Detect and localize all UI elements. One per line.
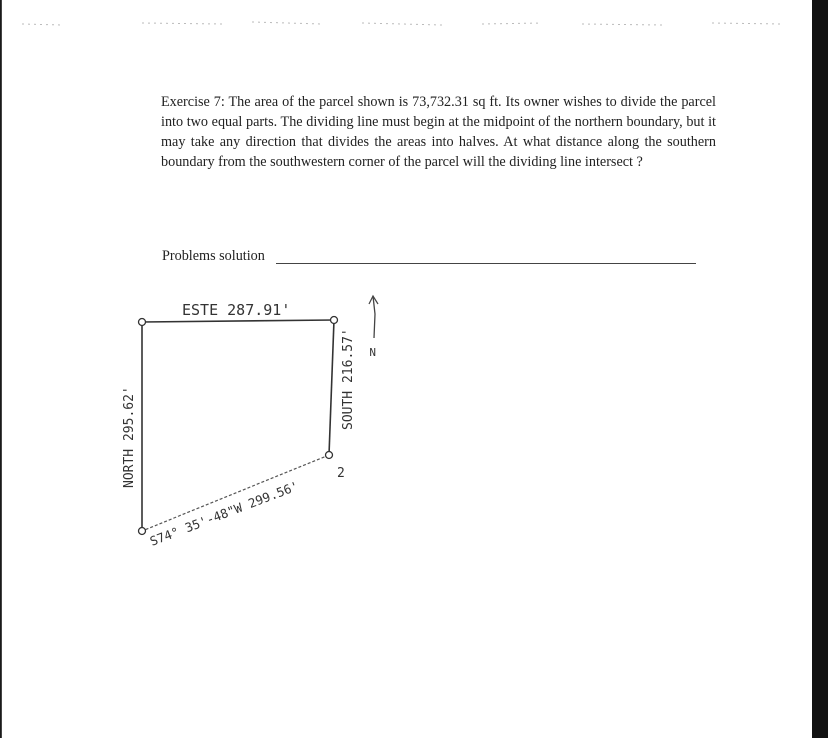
- north-boundary-label: ESTE 287.91': [182, 301, 291, 319]
- west-boundary-label: NORTH 295.62': [122, 386, 137, 488]
- corner-se: [326, 452, 333, 459]
- north-arrow-label: N: [369, 345, 376, 358]
- corner-ne: [331, 317, 338, 324]
- scan-border: [812, 0, 828, 738]
- exercise-7-text: Exercise 7: The area of the parcel shown is 73,732.31 sq ft. Its owner wishes to divide the parcel into two equal parts. The dividing line must begin at the midpoint of the northern boundary, but it may take any direction that divides the areas into halves. At what distance along the southern boundary from the southwestern corner of the parcel will the dividing line intersect ?: [161, 94, 716, 170]
- corner-sw: [139, 528, 146, 535]
- parcel-north-boundary: [142, 320, 334, 322]
- parcel-south-boundary: [142, 455, 329, 531]
- solution-label: Problems solution: [162, 248, 265, 264]
- east-boundary-label: SOUTH 216.57': [341, 328, 356, 430]
- corner-nw: [139, 319, 146, 326]
- parcel-east-boundary: [329, 320, 334, 455]
- north-arrow: [369, 296, 378, 358]
- corner-number-label: 2: [337, 466, 345, 481]
- south-boundary-label: S74° 35'-48"W 299.56': [147, 478, 301, 549]
